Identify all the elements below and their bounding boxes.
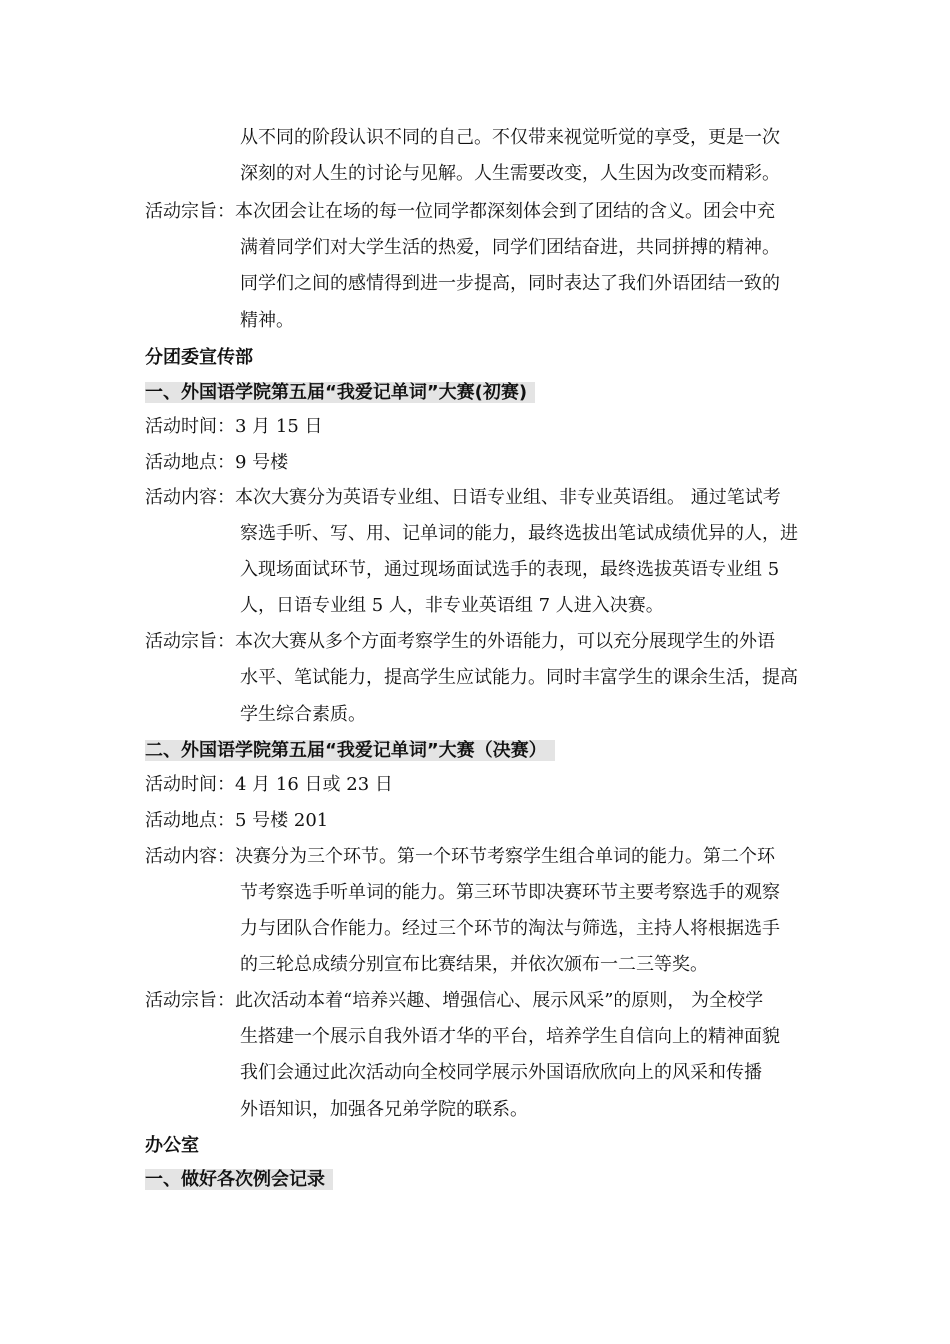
section-office-item-1: 一、做好各次例会记录: [145, 1169, 333, 1190]
section-office-title: 办公室: [145, 1135, 199, 1156]
section-publicity-title: 分团委宣传部: [145, 347, 253, 368]
event1-place-label: 活动地点：: [145, 452, 235, 473]
event1-place: 9 号楼: [235, 452, 289, 473]
event1-purpose-row: [145, 630, 775, 654]
event2-content-line-4: 的三轮总成绩分别宣布比赛结果，并依次颁布一二三等奖。: [240, 954, 708, 975]
event2-purpose-line-1: 此次活动本着“培养兴趣、增强信心、展示风采”的原则， 为全校学: [235, 990, 764, 1011]
event1-content-line-1: 本次大赛分为英语专业组、日语专业组、非专业英语组。 通过笔试考: [235, 487, 781, 508]
event2-content-line-2: 节考察选手听单词的能力。第三环节即决赛环节主要考察选手的观察: [240, 882, 780, 903]
section-office-item-1-wrap: [145, 1168, 333, 1192]
event2-purpose-line-4: 外语知识，加强各兄弟学院的联系。: [240, 1099, 528, 1120]
event1-time-row: [145, 415, 323, 439]
event1-title-wrap: [145, 381, 535, 405]
event2-title-wrap: [145, 739, 555, 763]
intro-purpose-line-3: 同学们之间的感情得到进一步提高，同时表达了我们外语团结一致的: [240, 273, 780, 294]
intro-purpose-line-1: 本次团会让在场的每一位同学都深刻体会到了团结的含义。团会中充: [235, 201, 775, 222]
event2-content-line-1: 决赛分为三个环节。第一个环节考察学生组合单词的能力。第二个环: [235, 846, 775, 867]
intro-line-1: 从不同的阶段认识不同的自己。不仅带来视觉听觉的享受，更是一次: [240, 127, 780, 148]
event2-purpose-row: [145, 989, 763, 1013]
event1-title: 一、外国语学院第五届“我爱记单词”大赛(初赛): [145, 382, 535, 403]
event1-content-line-3: 入现场面试环节，通过现场面试选手的表现，最终选拔英语专业组 5: [240, 559, 780, 580]
event2-title: 二、外国语学院第五届“我爱记单词”大赛（决赛）: [145, 740, 555, 761]
event2-content-line-3: 力与团队合作能力。经过三个环节的淘汰与筛选，主持人将根据选手: [240, 918, 780, 939]
event1-time-label: 活动时间：: [145, 416, 235, 437]
event1-content-line-4: 人，日语专业组 5 人，非专业英语组 7 人进入决赛。: [240, 595, 664, 616]
event2-purpose-label: 活动宗旨：: [145, 990, 235, 1011]
event2-content-row: [145, 845, 775, 869]
event2-purpose-line-2: 生搭建一个展示自我外语才华的平台，培养学生自信向上的精神面貌: [240, 1026, 780, 1047]
event1-content-label: 活动内容：: [145, 487, 235, 508]
event1-content-row: [145, 486, 781, 510]
intro-purpose-row: [145, 200, 775, 224]
event1-time: 3 月 15 日: [235, 416, 323, 437]
event2-purpose-line-3: 我们会通过此次活动向全校同学展示外国语欣欣向上的风采和传播: [240, 1062, 762, 1083]
event2-place: 5 号楼 201: [235, 810, 329, 831]
event1-purpose-line-3: 学生综合素质。: [240, 704, 366, 725]
event2-content-label: 活动内容：: [145, 846, 235, 867]
event2-time: 4 月 16 日或 23 日: [235, 774, 393, 795]
event2-time-label: 活动时间：: [145, 774, 235, 795]
intro-purpose-line-2: 满着同学们对大学生活的热爱，同学们团结奋进，共同拼搏的精神。: [240, 237, 780, 258]
event1-purpose-label: 活动宗旨：: [145, 631, 235, 652]
event1-content-line-2: 察选手听、写、用、记单词的能力，最终选拔出笔试成绩优异的人，进: [240, 523, 798, 544]
event1-place-row: [145, 451, 288, 475]
event2-place-label: 活动地点：: [145, 810, 235, 831]
event2-time-row: [145, 773, 393, 797]
event2-place-row: [145, 809, 328, 833]
event1-purpose-line-2: 水平、笔试能力，提高学生应试能力。同时丰富学生的课余生活，提高: [240, 667, 798, 688]
intro-line-2: 深刻的对人生的讨论与见解。人生需要改变，人生因为改变而精彩。: [240, 163, 780, 184]
intro-purpose-line-4: 精神。: [240, 310, 294, 331]
event1-purpose-line-1: 本次大赛从多个方面考察学生的外语能力，可以充分展现学生的外语: [235, 631, 775, 652]
intro-purpose-label: 活动宗旨：: [145, 201, 235, 222]
